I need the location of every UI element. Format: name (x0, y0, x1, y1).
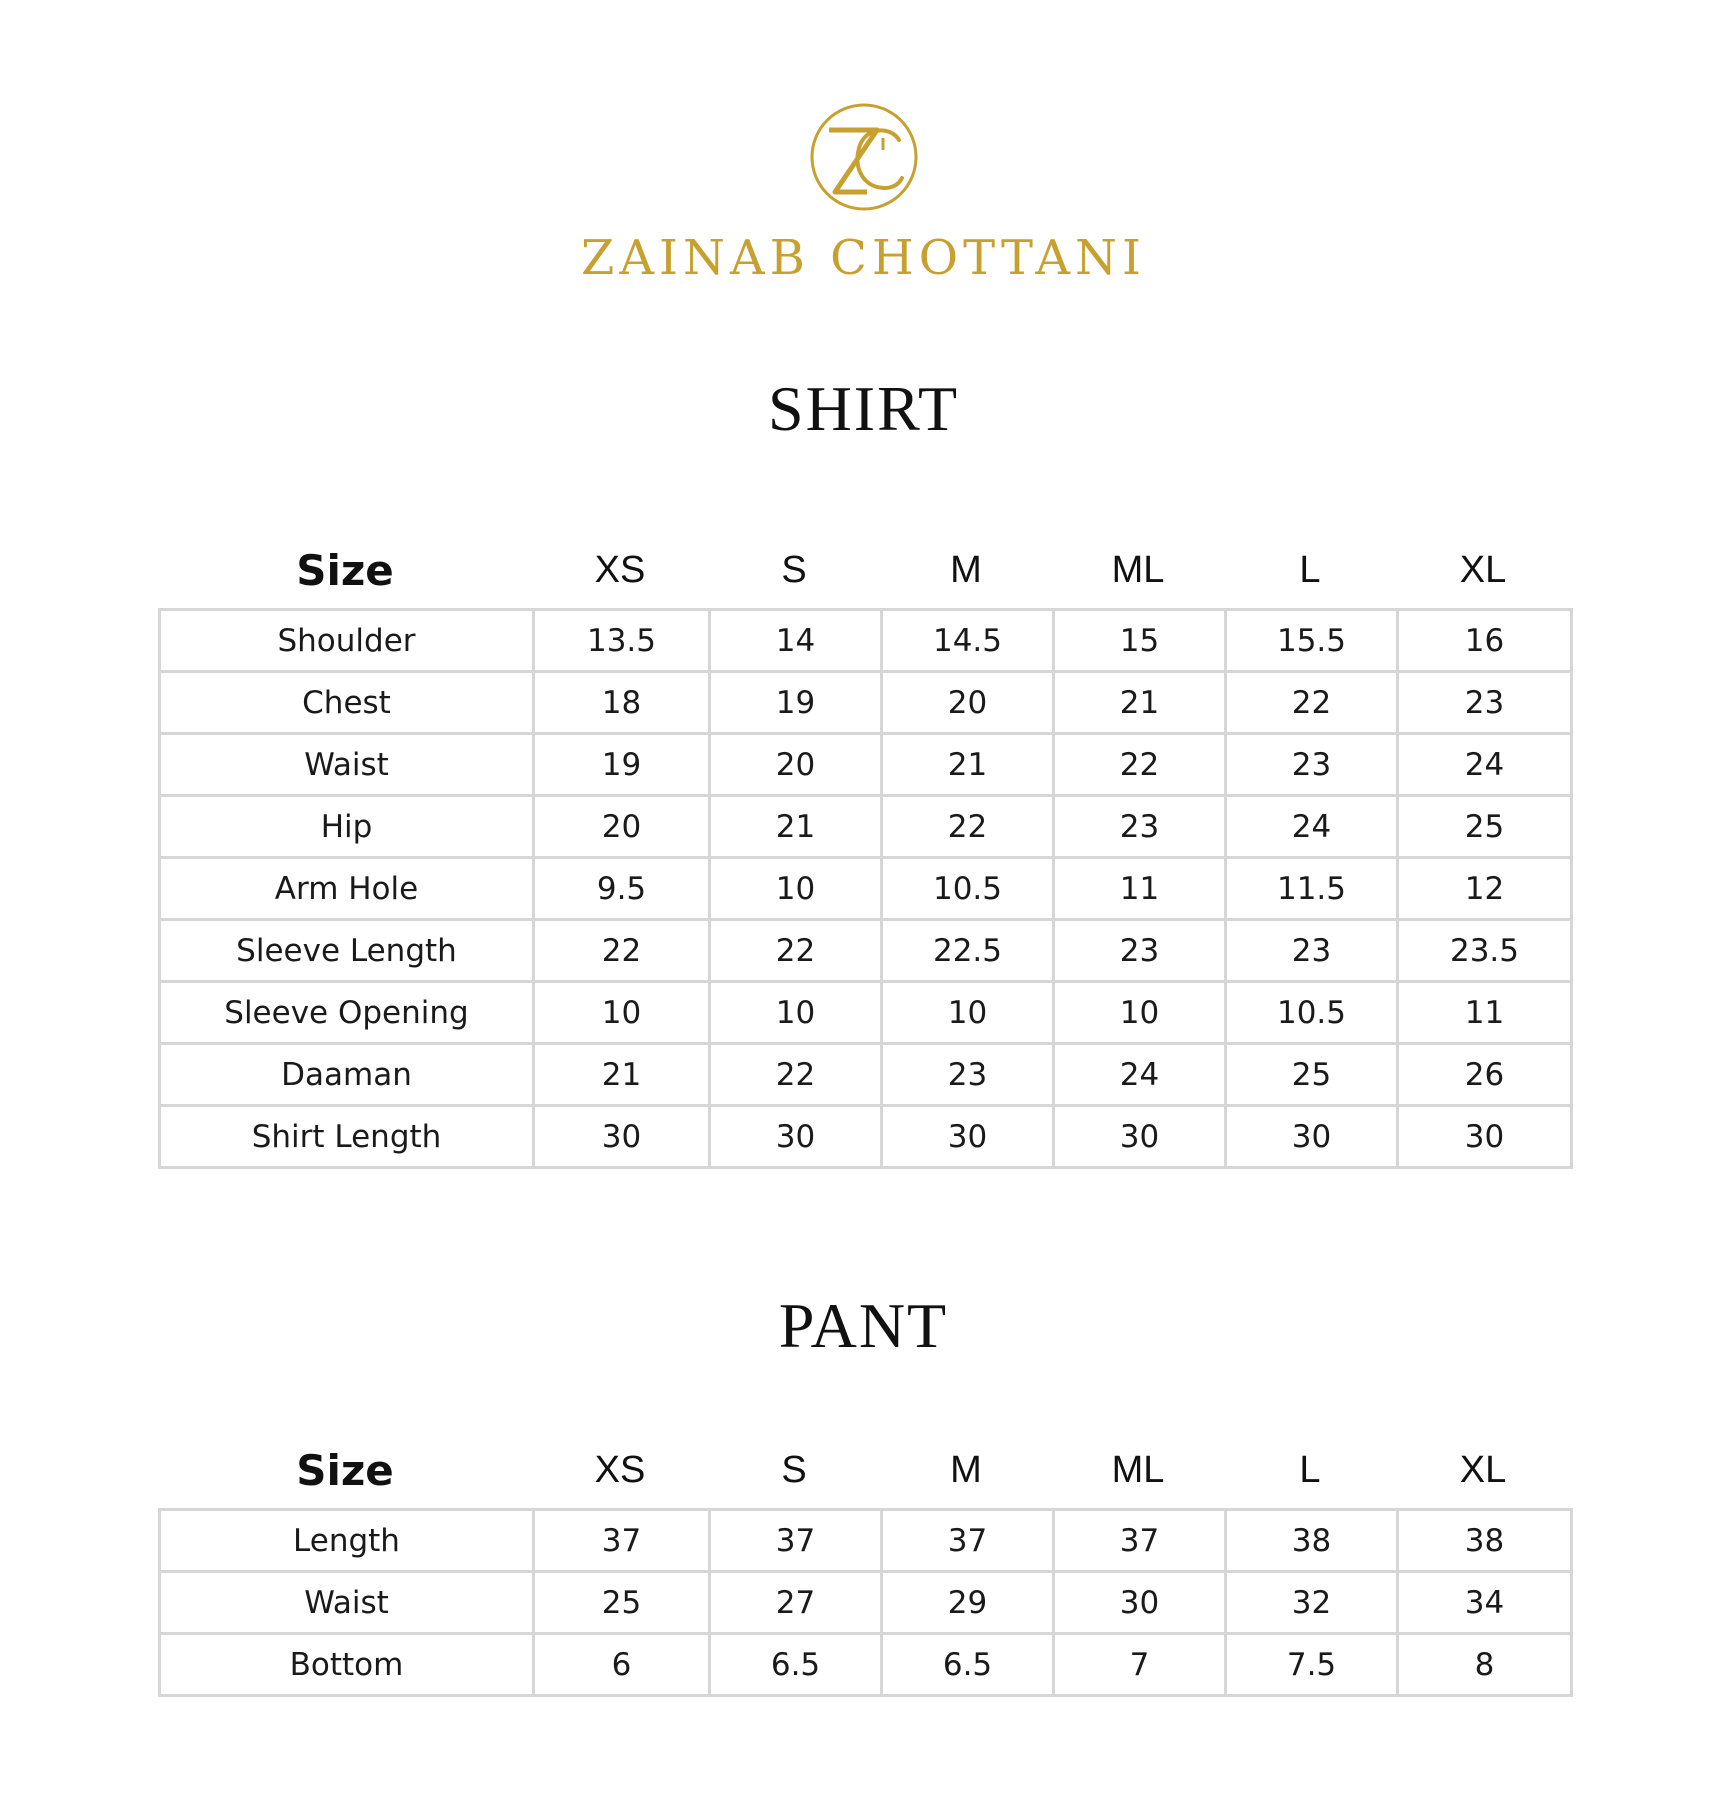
table-cell: 14.5 (882, 610, 1054, 672)
table-cell: 30 (710, 1106, 882, 1168)
size-label: Size (296, 1445, 394, 1495)
table-cell: 10 (882, 982, 1054, 1044)
table-cell: 23 (1054, 920, 1226, 982)
table-cell: 20 (882, 672, 1054, 734)
table-row (160, 796, 1572, 858)
table-cell: 10.5 (1226, 982, 1398, 1044)
table-cell: 20 (534, 796, 710, 858)
shirt-title: SHIRT (767, 373, 960, 444)
table-cell: 22 (534, 920, 710, 982)
table-cell: 13.5 (534, 610, 710, 672)
size-ml: ML (1111, 1448, 1165, 1491)
size-ml: ML (1111, 548, 1165, 591)
row-label: Sleeve Opening (160, 982, 534, 1044)
table-cell: 30 (1054, 1106, 1226, 1168)
table-row (160, 1044, 1572, 1106)
table-cell: 21 (534, 1044, 710, 1106)
table-cell: 21 (710, 796, 882, 858)
table-cell: 30 (882, 1106, 1054, 1168)
table-cell: 6 (534, 1634, 710, 1696)
table-row (160, 1106, 1572, 1168)
table-cell: 24 (1398, 734, 1572, 796)
row-label: Chest (160, 672, 534, 734)
row-label: Daaman (160, 1044, 534, 1106)
size-xl: XL (1459, 1448, 1507, 1491)
table-cell: 20 (710, 734, 882, 796)
table-cell: 25 (1226, 1044, 1398, 1106)
table-cell: 22 (1226, 672, 1398, 734)
table-cell: 37 (710, 1510, 882, 1572)
size-s: S (781, 548, 807, 591)
table-row (160, 1510, 1572, 1572)
table-cell: 25 (534, 1572, 710, 1634)
size-l: L (1299, 548, 1321, 591)
size-m: M (950, 548, 982, 591)
table-row (160, 858, 1572, 920)
pant-size-table (158, 1508, 1573, 1697)
table-row (160, 734, 1572, 796)
table-row (160, 1634, 1572, 1696)
table-cell: 6.5 (710, 1634, 882, 1696)
row-label: Shoulder (160, 610, 534, 672)
table-cell: 7.5 (1226, 1634, 1398, 1696)
shirt-size-header (158, 540, 1570, 600)
table-cell: 15 (1054, 610, 1226, 672)
size-xs: XS (594, 548, 646, 591)
table-cell: 23 (1226, 734, 1398, 796)
row-label: Hip (160, 796, 534, 858)
table-cell: 21 (882, 734, 1054, 796)
table-cell: 7 (1054, 1634, 1226, 1696)
row-label: Shirt Length (160, 1106, 534, 1168)
table-cell: 38 (1226, 1510, 1398, 1572)
table-cell: 27 (710, 1572, 882, 1634)
table-cell: 22 (710, 920, 882, 982)
row-label: Waist (160, 1572, 534, 1634)
table-cell: 10 (710, 982, 882, 1044)
table-cell: 22 (710, 1044, 882, 1106)
table-cell: 37 (534, 1510, 710, 1572)
table-cell: 10 (710, 858, 882, 920)
table-cell: 24 (1226, 796, 1398, 858)
table-cell: 11 (1398, 982, 1572, 1044)
size-l: L (1299, 1448, 1321, 1491)
table-cell: 34 (1398, 1572, 1572, 1634)
table-cell: 22 (1054, 734, 1226, 796)
size-xl: XL (1459, 548, 1507, 591)
pant-size-header (158, 1440, 1570, 1500)
table-cell: 11.5 (1226, 858, 1398, 920)
table-cell: 21 (1054, 672, 1226, 734)
table-cell: 22 (882, 796, 1054, 858)
table-cell: 26 (1398, 1044, 1572, 1106)
table-cell: 8 (1398, 1634, 1572, 1696)
table-row (160, 672, 1572, 734)
table-cell: 23 (882, 1044, 1054, 1106)
table-cell: 37 (1054, 1510, 1226, 1572)
zc-monogram-logo (807, 100, 921, 214)
pant-title: PANT (778, 1290, 949, 1361)
size-xs: XS (594, 1448, 646, 1491)
table-cell: 15.5 (1226, 610, 1398, 672)
table-cell: 19 (710, 672, 882, 734)
table-cell: 30 (1054, 1572, 1226, 1634)
table-cell: 30 (534, 1106, 710, 1168)
table-cell: 12 (1398, 858, 1572, 920)
table-cell: 38 (1398, 1510, 1572, 1572)
table-cell: 22.5 (882, 920, 1054, 982)
table-cell: 37 (882, 1510, 1054, 1572)
table-cell: 10 (1054, 982, 1226, 1044)
table-row (160, 610, 1572, 672)
table-cell: 23 (1398, 672, 1572, 734)
shirt-size-table (158, 608, 1573, 1169)
table-cell: 30 (1226, 1106, 1398, 1168)
size-s: S (781, 1448, 807, 1491)
table-row (160, 920, 1572, 982)
row-label: Sleeve Length (160, 920, 534, 982)
table-row (160, 982, 1572, 1044)
table-cell: 29 (882, 1572, 1054, 1634)
row-label: Arm Hole (160, 858, 534, 920)
size-m: M (950, 1448, 982, 1491)
table-cell: 10.5 (882, 858, 1054, 920)
table-cell: 23 (1054, 796, 1226, 858)
table-cell: 6.5 (882, 1634, 1054, 1696)
size-label: Size (296, 545, 394, 595)
table-cell: 25 (1398, 796, 1572, 858)
row-label: Length (160, 1510, 534, 1572)
row-label: Bottom (160, 1634, 534, 1696)
table-cell: 14 (710, 610, 882, 672)
table-cell: 23 (1226, 920, 1398, 982)
brand-logo (0, 100, 1727, 286)
table-cell: 30 (1398, 1106, 1572, 1168)
table-cell: 18 (534, 672, 710, 734)
table-cell: 11 (1054, 858, 1226, 920)
brand-name: ZAINAB CHOTTANI (580, 230, 1147, 286)
table-cell: 16 (1398, 610, 1572, 672)
table-row (160, 1572, 1572, 1634)
table-cell: 9.5 (534, 858, 710, 920)
table-cell: 32 (1226, 1572, 1398, 1634)
table-cell: 19 (534, 734, 710, 796)
table-cell: 10 (534, 982, 710, 1044)
table-cell: 23.5 (1398, 920, 1572, 982)
row-label: Waist (160, 734, 534, 796)
table-cell: 24 (1054, 1044, 1226, 1106)
